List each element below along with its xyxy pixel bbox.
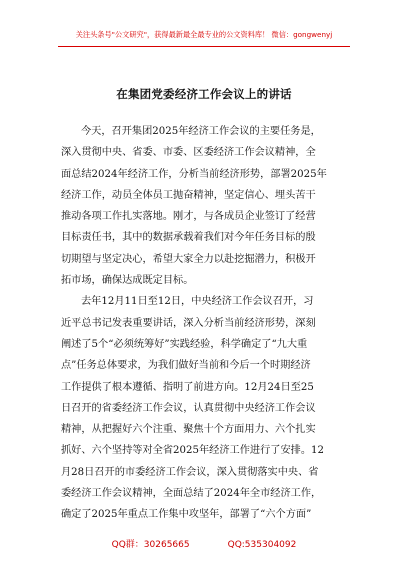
document-title: 在集团党委经济工作会议上的讲话 bbox=[116, 87, 292, 101]
body-line: 深入贯彻中央、省委、市委、区委经济工作会议精神，全 bbox=[61, 147, 316, 159]
body-line: 点”任务总体要求，为我们做好当前和今后一个时期经济 bbox=[61, 360, 311, 372]
header-note: 关注头条号"公文研究"，获得最新最全最专业的公文资料库！ 微信：gongwenyj bbox=[75, 30, 333, 39]
header-divider bbox=[58, 46, 350, 47]
footer-contact bbox=[0, 539, 408, 551]
document-body bbox=[61, 121, 350, 526]
body-line: 去年12月11日至12日，中央经济工作会议召开，习 bbox=[81, 296, 314, 308]
body-line: 经济工作，动员全体员工抛奋精神，坚定信心、埋头苦干 bbox=[61, 189, 316, 201]
body-line: 目标责任书，其中的数据承载着我们对今年任务目标的殷 bbox=[61, 232, 316, 244]
body-line: 面总结2024年经济工作，分析当前经济形势，部署2025年 bbox=[61, 168, 327, 180]
body-line: 推动各项工作扎实落地。刚才，与各成员企业签订了经营 bbox=[61, 211, 316, 223]
body-line: 日召开的省委经济工作会议，认真贯彻中央经济工作会议 bbox=[61, 402, 316, 414]
body-line: 确定了2025年重点工作集中攻坚年，部署了“六个方面” bbox=[61, 509, 312, 521]
body-line: 抓好、六个坚持等对全省2025年经济工作进行了安排。12 bbox=[61, 445, 325, 457]
body-line: 精神，从把握好六个注重、聚焦十个方面用力、六个扎实 bbox=[61, 424, 316, 436]
footer-qq-group: QQ群：30265665 bbox=[111, 540, 190, 550]
body-line: 切期望与坚定决心，希望大家全力以赴挖掘潜力，积极开 bbox=[61, 253, 316, 265]
footer-qq-number: QQ:535304092 bbox=[227, 540, 297, 550]
body-line: 今天，召开集团2025年经济工作会议的主要任务是， bbox=[81, 126, 321, 137]
body-line: 拓市场，确保达成既定目标。 bbox=[61, 275, 194, 287]
body-line: 近平总书记发表重要讲话，深入分析当前经济形势，深刻 bbox=[61, 317, 316, 329]
body-line: 工作提供了根本遵循、指明了前进方向。12月24日至25 bbox=[61, 381, 314, 393]
body-line: 月28日召开的市委经济工作会议，深入贯彻落实中央、省 bbox=[61, 466, 319, 478]
body-line: 委经济工作会议精神，全面总结了2024年全市经济工作， bbox=[61, 488, 322, 500]
body-line: 阐述了5个“必须统筹好”实践经验，科学确定了“九大重 bbox=[61, 338, 308, 350]
